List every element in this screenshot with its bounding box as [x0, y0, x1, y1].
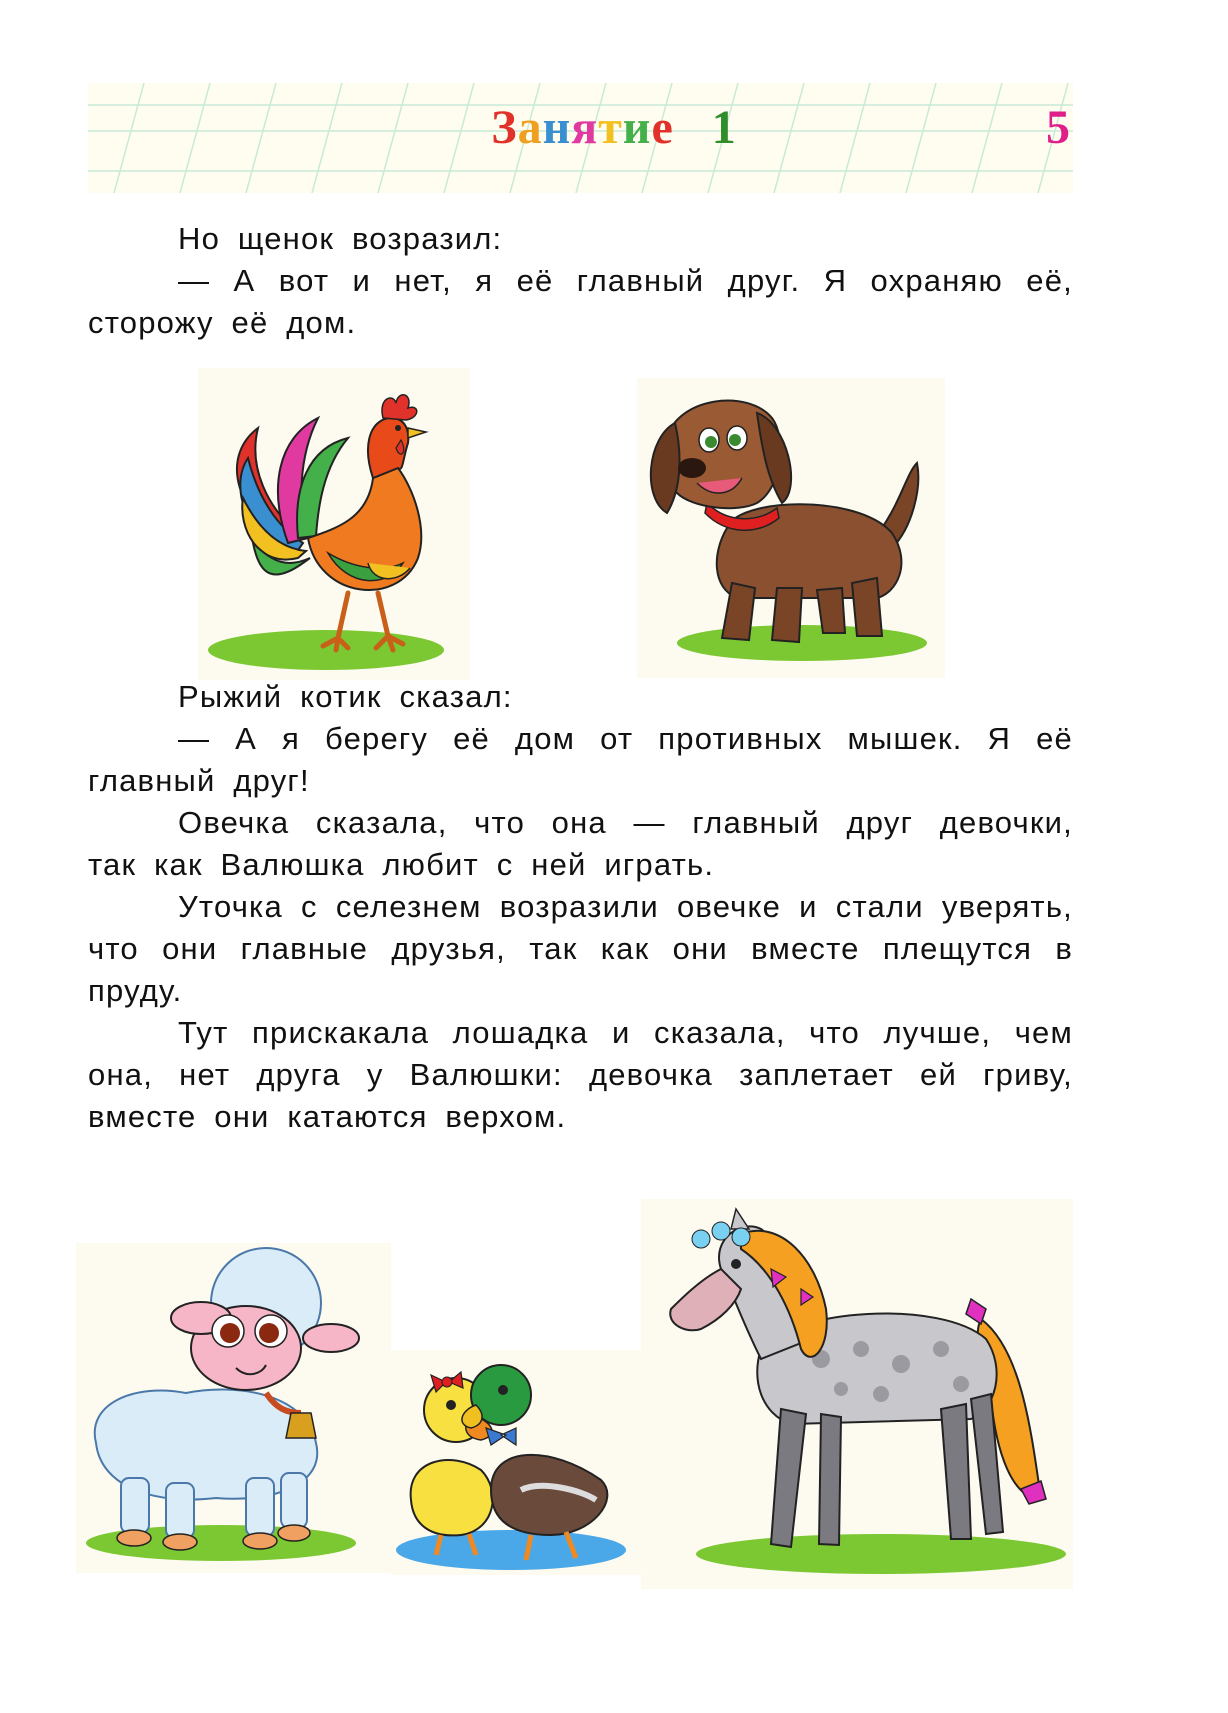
title-letter: и	[622, 101, 652, 154]
text-block-bottom	[88, 676, 1073, 1138]
lesson-title	[0, 100, 1228, 155]
title-letter: а	[517, 101, 543, 154]
title-letter: н	[542, 101, 572, 154]
ducks-illustration	[391, 1350, 641, 1575]
paragraph: — А вот и нет, я её главный друг. Я охраняю её, сторожу её дом.	[88, 263, 1073, 340]
title-letter: е	[651, 101, 674, 154]
paragraph: Но щенок возразил:	[178, 221, 503, 256]
title-letter: т	[598, 101, 623, 154]
paragraph: Овечка сказала, что она — главный друг девочки, так как Валюшка любит с ней играть.	[88, 805, 1073, 882]
paragraph: Рыжий котик сказал:	[178, 679, 513, 714]
page-number: 5	[1046, 101, 1070, 154]
lesson-title-word	[491, 100, 674, 155]
paragraph: — А я берегу её дом от противных мышек. Я её главный друг!	[88, 721, 1073, 798]
paragraph: Уточка с селезнем возразили овечке и стали уверять, что они главные друзья, так как они вместе плещутся в пруду.	[88, 889, 1073, 1008]
title-letter: я	[571, 101, 599, 154]
puppy-illustration	[637, 378, 945, 678]
text-block-top	[88, 218, 1073, 344]
horse-illustration	[641, 1199, 1073, 1589]
rooster-illustration	[198, 368, 470, 680]
lamb-illustration	[76, 1243, 391, 1573]
title-letter: З	[491, 101, 518, 154]
lesson-number: 1	[711, 101, 737, 154]
paragraph: Тут прискакала лошадка и сказала, что лучше, чем она, нет друга у Валюшки: девочка заплетает ей гриву, вместе они катаются верхом.	[88, 1015, 1073, 1134]
